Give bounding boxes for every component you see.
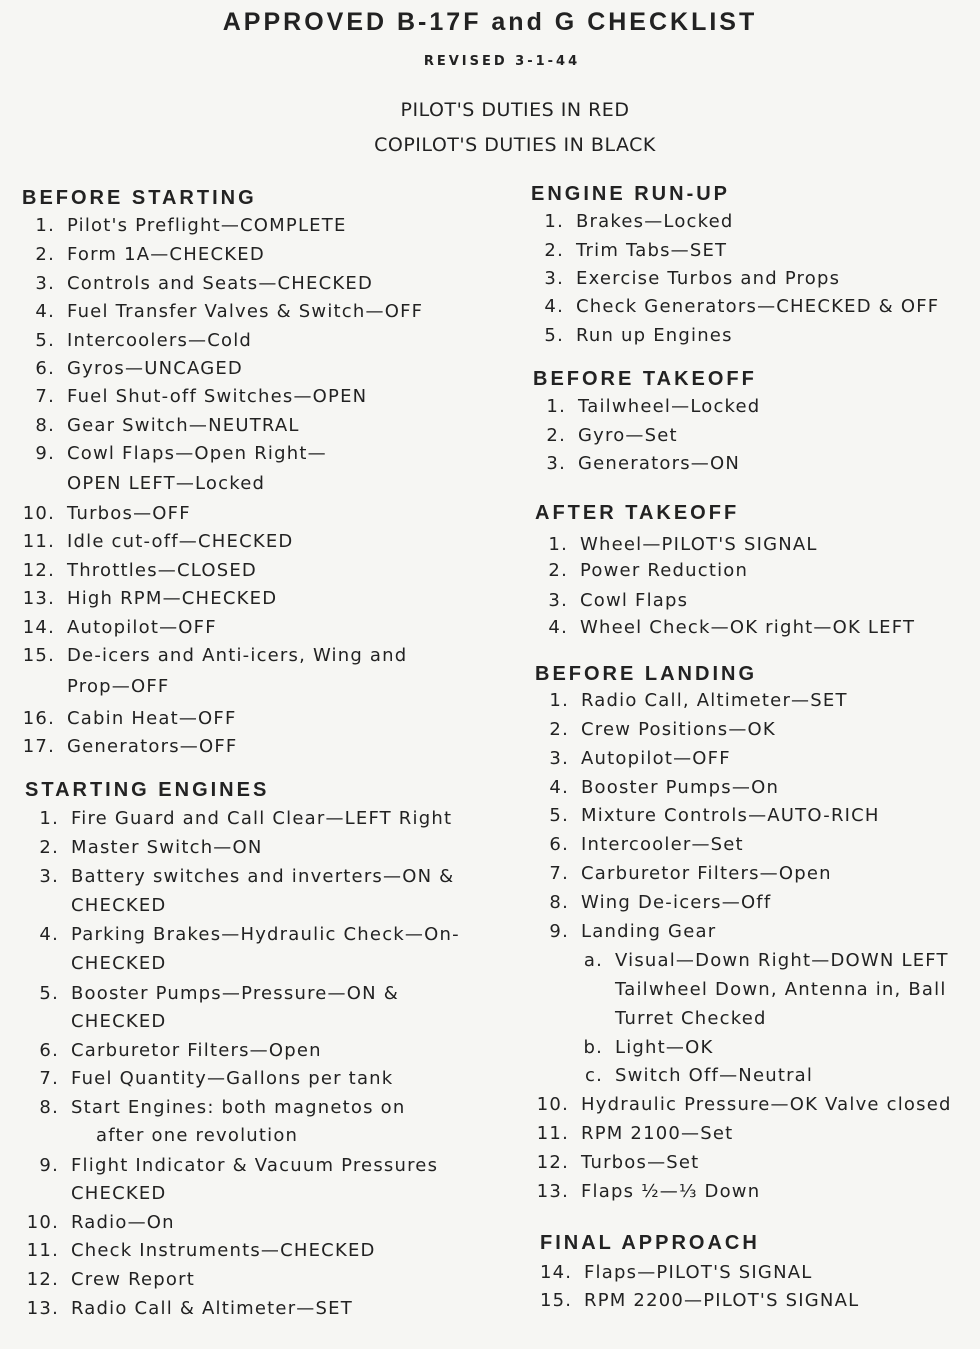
item-text: Light—OK xyxy=(615,1037,714,1058)
item-text: Parking Brakes—Hydraulic Check—On- xyxy=(71,924,460,945)
item-number: 13. xyxy=(536,1181,569,1202)
item-number: 3. xyxy=(548,590,568,611)
checklist-item xyxy=(25,837,263,859)
checklist-item xyxy=(535,1152,699,1174)
checklist-item xyxy=(22,330,252,352)
item-text: Radio—On xyxy=(71,1212,175,1233)
item-number: 2. xyxy=(548,560,568,581)
item-text: Fuel Transfer Valves & Switch—OFF xyxy=(67,301,424,322)
item-text: Gyros—UNCAGED xyxy=(67,358,243,379)
item-text: Hydraulic Pressure—OK Valve closed xyxy=(581,1094,952,1115)
checklist-item xyxy=(535,560,748,582)
checklist-item xyxy=(533,396,760,418)
checklist-item xyxy=(531,296,939,318)
item-text: Wing De-icers—Off xyxy=(581,892,772,913)
checklist-item xyxy=(25,924,460,946)
item-number: 2. xyxy=(35,244,55,265)
item-number: 2. xyxy=(549,719,569,740)
item-number: 1. xyxy=(546,396,566,417)
section-title-starting-engines: STARTING ENGINES xyxy=(25,779,270,801)
checklist-item xyxy=(22,560,257,582)
checklist-item xyxy=(22,215,347,237)
item-text: Fuel Quantity—Gallons per tank xyxy=(71,1068,394,1089)
item-number: 9. xyxy=(549,921,569,942)
checklist-item xyxy=(581,1037,714,1059)
checklist-item xyxy=(535,892,771,914)
item-number: 1. xyxy=(35,215,55,236)
item-number: 6. xyxy=(549,834,569,855)
item-text: Visual—Down Right—DOWN LEFT xyxy=(615,950,949,971)
checklist-item xyxy=(535,921,716,943)
item-continuation: CHECKED xyxy=(71,1011,167,1032)
item-text: Battery switches and inverters—ON & xyxy=(71,866,455,887)
item-text: Booster Pumps—Pressure—ON & xyxy=(71,983,399,1004)
item-text: High RPM—CHECKED xyxy=(67,588,278,609)
item-text: Carburetor Filters—Open xyxy=(71,1040,322,1061)
item-number: 11. xyxy=(26,1240,59,1261)
checklist-item xyxy=(533,453,740,475)
item-text: Gear Switch—NEUTRAL xyxy=(67,415,300,436)
item-number: 7. xyxy=(39,1068,59,1089)
item-text: Throttles—CLOSED xyxy=(67,560,257,581)
item-text: Fuel Shut-off Switches—OPEN xyxy=(67,386,368,407)
item-text: Autopilot—OFF xyxy=(67,617,217,638)
item-number: 4. xyxy=(39,924,59,945)
item-text: Cabin Heat—OFF xyxy=(67,708,237,729)
item-number: 8. xyxy=(35,415,55,436)
item-number: 11. xyxy=(22,531,55,552)
checklist-item xyxy=(25,1212,175,1234)
page-title: APPROVED B-17F and G CHECKLIST xyxy=(222,8,758,36)
checklist-item xyxy=(25,983,399,1005)
item-continuation: CHECKED xyxy=(71,1183,167,1204)
item-text: Run up Engines xyxy=(576,325,733,346)
item-number: 1. xyxy=(544,211,564,232)
item-text: Turbos—OFF xyxy=(67,503,191,524)
item-text: Generators—ON xyxy=(578,453,741,474)
checklist-item xyxy=(25,808,452,830)
item-number: 8. xyxy=(549,892,569,913)
item-number: c. xyxy=(584,1065,603,1086)
item-number: 4. xyxy=(35,301,55,322)
section-title-before-starting: BEFORE STARTING xyxy=(22,187,257,209)
checklist-item xyxy=(535,834,744,856)
checklist-item xyxy=(25,1155,438,1177)
revision-date: REVISED 3-1-44 xyxy=(423,54,581,69)
item-text: RPM 2200—PILOT'S SIGNAL xyxy=(584,1290,860,1311)
item-number: 17. xyxy=(22,736,55,757)
item-number: 3. xyxy=(549,748,569,769)
item-text: Carburetor Filters—Open xyxy=(581,863,832,884)
checklist-item xyxy=(535,534,818,556)
item-text: Power Reduction xyxy=(580,560,749,581)
item-text: Radio Call, Altimeter—SET xyxy=(581,690,848,711)
checklist-item xyxy=(533,425,678,447)
item-number: b. xyxy=(583,1037,603,1058)
item-number: 10. xyxy=(26,1212,59,1233)
item-number: 8. xyxy=(39,1097,59,1118)
checklist-item xyxy=(581,1065,813,1087)
item-text: Start Engines: both magnetos on xyxy=(71,1097,406,1118)
item-continuation: Turret Checked xyxy=(615,1008,767,1029)
item-continuation: after one revolution xyxy=(96,1125,299,1146)
item-text: Master Switch—ON xyxy=(71,837,263,858)
checklist-item xyxy=(535,748,731,770)
item-text: Check Instruments—CHECKED xyxy=(71,1240,376,1261)
item-number: 16. xyxy=(22,708,55,729)
pilot-duties-note: PILOT'S DUTIES IN RED xyxy=(400,99,630,121)
item-continuation: CHECKED xyxy=(71,953,167,974)
checklist-item xyxy=(25,866,454,888)
checklist-item xyxy=(581,950,949,972)
checklist-item xyxy=(535,1123,733,1145)
checklist-item xyxy=(22,244,265,266)
item-number: 12. xyxy=(536,1152,569,1173)
item-number: 3. xyxy=(546,453,566,474)
checklist-item xyxy=(535,1094,952,1116)
item-number: 6. xyxy=(39,1040,59,1061)
checklist-item xyxy=(22,588,277,610)
checklist-item xyxy=(25,1240,376,1262)
checklist-item xyxy=(22,443,327,465)
item-number: 5. xyxy=(39,983,59,1004)
item-number: 10. xyxy=(22,503,55,524)
item-text: Crew Positions—OK xyxy=(581,719,776,740)
checklist-item xyxy=(535,719,776,741)
item-number: 1. xyxy=(549,690,569,711)
item-number: 12. xyxy=(26,1269,59,1290)
item-text: Exercise Turbos and Props xyxy=(576,268,841,289)
item-number: 3. xyxy=(35,273,55,294)
checklist-item xyxy=(22,415,300,437)
item-text: Intercooler—Set xyxy=(581,834,744,855)
checklist-item xyxy=(531,325,733,347)
item-text: Crew Report xyxy=(71,1269,195,1290)
checklist-item xyxy=(535,805,880,827)
item-number: 12. xyxy=(22,560,55,581)
item-number: 1. xyxy=(548,534,568,555)
checklist-item xyxy=(22,386,367,408)
checklist-item xyxy=(22,736,237,758)
checklist-item xyxy=(531,240,727,262)
item-text: Tailwheel—Locked xyxy=(578,396,761,417)
item-number: 15. xyxy=(22,645,55,666)
item-text: Wheel Check—OK right—OK LEFT xyxy=(580,617,916,638)
checklist-item xyxy=(531,268,840,290)
item-number: 11. xyxy=(536,1123,569,1144)
section-title-engine-run-up: ENGINE RUN-UP xyxy=(531,183,731,205)
item-text: Booster Pumps—On xyxy=(581,777,780,798)
checklist-item xyxy=(535,1181,760,1203)
item-number: 6. xyxy=(35,358,55,379)
item-text: Autopilot—OFF xyxy=(581,748,731,769)
item-text: Flaps ½—⅓ Down xyxy=(581,1181,761,1202)
item-text: Landing Gear xyxy=(581,921,717,942)
item-text: Radio Call & Altimeter—SET xyxy=(71,1298,353,1319)
item-continuation: OPEN LEFT—Locked xyxy=(67,473,266,494)
item-number: 4. xyxy=(548,617,568,638)
item-number: 15. xyxy=(540,1290,573,1311)
item-number: 7. xyxy=(549,863,569,884)
item-text: Intercoolers—Cold xyxy=(67,330,253,351)
item-number: 13. xyxy=(26,1298,59,1319)
item-number: 14. xyxy=(22,617,55,638)
item-text: Mixture Controls—AUTO-RICH xyxy=(581,805,880,826)
item-number: 10. xyxy=(536,1094,569,1115)
item-number: 2. xyxy=(546,425,566,446)
item-continuation: Prop—OFF xyxy=(67,676,170,697)
item-number: 9. xyxy=(39,1155,59,1176)
checklist-item xyxy=(22,358,243,380)
item-text: Fire Guard and Call Clear—LEFT Right xyxy=(71,808,453,829)
item-text: Wheel—PILOT'S SIGNAL xyxy=(580,534,818,555)
item-text: Pilot's Preflight—COMPLETE xyxy=(67,215,347,236)
checklist-item xyxy=(22,503,191,525)
checklist-item xyxy=(540,1290,859,1312)
copilot-duties-note: COPILOT'S DUTIES IN BLACK xyxy=(374,134,656,156)
checklist-item xyxy=(25,1068,393,1090)
checklist-item xyxy=(22,708,237,730)
checklist-item xyxy=(22,645,407,667)
item-number: 4. xyxy=(544,296,564,317)
item-text: Flaps—PILOT'S SIGNAL xyxy=(584,1262,813,1283)
item-text: Gyro—Set xyxy=(578,425,678,446)
checklist-item xyxy=(25,1269,195,1291)
item-continuation: Tailwheel Down, Antenna in, Ball xyxy=(615,979,947,1000)
checklist-item xyxy=(25,1298,353,1320)
item-text: Flight Indicator & Vacuum Pressures xyxy=(71,1155,439,1176)
checklist-item xyxy=(535,863,832,885)
item-text: Switch Off—Neutral xyxy=(615,1065,814,1086)
item-number: 9. xyxy=(35,443,55,464)
checklist-item xyxy=(535,590,688,612)
item-text: De-icers and Anti-icers, Wing and xyxy=(67,645,408,666)
item-number: 3. xyxy=(39,866,59,887)
item-number: 5. xyxy=(544,325,564,346)
checklist-item xyxy=(22,273,373,295)
section-title-before-takeoff: BEFORE TAKEOFF xyxy=(533,368,757,390)
checklist-item xyxy=(22,617,217,639)
checklist-item xyxy=(22,301,423,323)
item-number: 13. xyxy=(22,588,55,609)
item-text: Trim Tabs—SET xyxy=(576,240,728,261)
checklist-item xyxy=(535,690,848,712)
checklist-item xyxy=(25,1040,322,1062)
checklist-item xyxy=(540,1262,813,1284)
item-number: 4. xyxy=(549,777,569,798)
item-text: Check Generators—CHECKED & OFF xyxy=(576,296,940,317)
item-number: 3. xyxy=(544,268,564,289)
item-continuation: CHECKED xyxy=(71,895,167,916)
item-number: 2. xyxy=(544,240,564,261)
section-title-final-approach: FINAL APPROACH xyxy=(540,1232,760,1254)
section-title-before-landing: BEFORE LANDING xyxy=(535,663,757,685)
item-text: Form 1A—CHECKED xyxy=(67,244,265,265)
section-title-after-takeoff: AFTER TAKEOFF xyxy=(535,502,740,524)
checklist-item xyxy=(22,531,294,553)
item-number: 1. xyxy=(39,808,59,829)
item-number: a. xyxy=(583,950,603,971)
item-text: Turbos—Set xyxy=(581,1152,700,1173)
checklist-item xyxy=(535,617,915,639)
item-number: 7. xyxy=(35,386,55,407)
item-number: 14. xyxy=(540,1262,573,1283)
checklist-item xyxy=(535,777,779,799)
item-number: 2. xyxy=(39,837,59,858)
checklist-item xyxy=(25,1097,405,1119)
item-text: RPM 2100—Set xyxy=(581,1123,734,1144)
item-text: Controls and Seats—CHECKED xyxy=(67,273,373,294)
item-text: Cowl Flaps xyxy=(580,590,689,611)
item-text: Generators—OFF xyxy=(67,736,238,757)
item-number: 5. xyxy=(549,805,569,826)
item-text: Brakes—Locked xyxy=(576,211,734,232)
item-text: Idle cut-off—CHECKED xyxy=(67,531,294,552)
item-number: 5. xyxy=(35,330,55,351)
item-text: Cowl Flaps—Open Right— xyxy=(67,443,327,464)
checklist-item xyxy=(531,211,734,233)
